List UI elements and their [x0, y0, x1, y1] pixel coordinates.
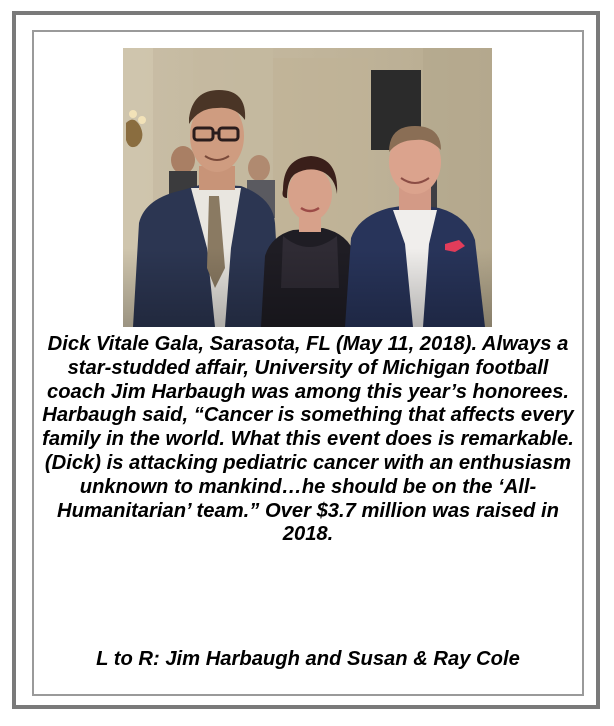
gala-photo — [123, 48, 492, 327]
photo-credit: L to R: Jim Harbaugh and Susan & Ray Cole — [96, 648, 520, 670]
gala-photo-illustration — [123, 48, 492, 327]
photo-caption: Dick Vitale Gala, Sarasota, FL (May 11, 2018). Always a star-studded affair, University of Michigan football coach Jim Harbaugh was among this year’s honorees. Harbaugh said, “Cancer is something that affects every family in the world. What this event does is remarkable. (Dick) is attacking pediatric cancer with an enthusiasm unknown to mankind…he should be on the ‘All-Humanitarian’ team.” Over $3.7 million was raised in 2018. — [42, 333, 574, 546]
